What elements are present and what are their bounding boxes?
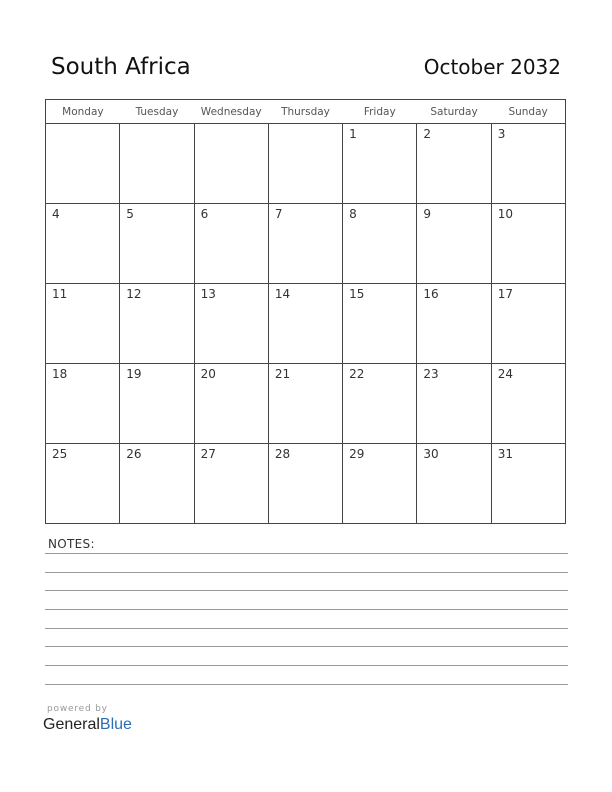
- day-cell: 19: [120, 364, 194, 444]
- day-cell: 14: [268, 284, 342, 364]
- day-cell: [46, 124, 120, 204]
- notes-label: NOTES:: [48, 537, 95, 551]
- day-cell: 16: [417, 284, 491, 364]
- calendar-grid: [45, 99, 566, 524]
- day-cell: [120, 124, 194, 204]
- day-cell: 18: [46, 364, 120, 444]
- day-cell: 11: [46, 284, 120, 364]
- note-line: [45, 684, 568, 685]
- day-cell: 24: [491, 364, 565, 444]
- month-year-title: October 2032: [423, 55, 561, 79]
- day-cell: 17: [491, 284, 565, 364]
- day-cell: 6: [194, 204, 268, 284]
- day-cell: 30: [417, 444, 491, 524]
- note-line: [45, 646, 568, 647]
- week-row: [46, 364, 566, 444]
- day-cell: 9: [417, 204, 491, 284]
- note-line: [45, 609, 568, 610]
- day-cell: 15: [343, 284, 417, 364]
- day-cell: 4: [46, 204, 120, 284]
- day-cell: 31: [491, 444, 565, 524]
- day-cell: 10: [491, 204, 565, 284]
- week-row: [46, 444, 566, 524]
- day-cell: 8: [343, 204, 417, 284]
- day-cell: 26: [120, 444, 194, 524]
- weekday-header: Monday: [46, 100, 120, 124]
- weekday-header: Saturday: [417, 100, 491, 124]
- day-cell: 21: [268, 364, 342, 444]
- day-cell: 12: [120, 284, 194, 364]
- day-cell: 28: [268, 444, 342, 524]
- day-cell: [194, 124, 268, 204]
- week-row: [46, 204, 566, 284]
- week-row: [46, 124, 566, 204]
- weekday-header: Friday: [343, 100, 417, 124]
- weekday-header: Sunday: [491, 100, 565, 124]
- day-cell: 2: [417, 124, 491, 204]
- note-line: [45, 590, 568, 591]
- week-row: [46, 284, 566, 364]
- calendar-title: South Africa: [51, 54, 191, 80]
- note-line: [45, 553, 568, 554]
- day-cell: 5: [120, 204, 194, 284]
- brand-text-blue: Blue: [99, 716, 132, 733]
- note-line: [45, 665, 568, 666]
- day-cell: 29: [343, 444, 417, 524]
- day-cell: 1: [343, 124, 417, 204]
- day-cell: 25: [46, 444, 120, 524]
- day-cell: 27: [194, 444, 268, 524]
- brand-text-general: General: [43, 716, 100, 733]
- weekday-header: Thursday: [268, 100, 342, 124]
- day-cell: 7: [268, 204, 342, 284]
- weekday-header: Tuesday: [120, 100, 194, 124]
- generalblue-logo: [43, 716, 132, 734]
- day-cell: 22: [343, 364, 417, 444]
- weekday-header-row: [46, 100, 566, 124]
- note-line: [45, 572, 568, 573]
- day-cell: 23: [417, 364, 491, 444]
- day-cell: 3: [491, 124, 565, 204]
- day-cell: 20: [194, 364, 268, 444]
- powered-by-text: powered by: [47, 704, 108, 714]
- note-line: [45, 628, 568, 629]
- weekday-header: Wednesday: [194, 100, 268, 124]
- day-cell: 13: [194, 284, 268, 364]
- day-cell: [268, 124, 342, 204]
